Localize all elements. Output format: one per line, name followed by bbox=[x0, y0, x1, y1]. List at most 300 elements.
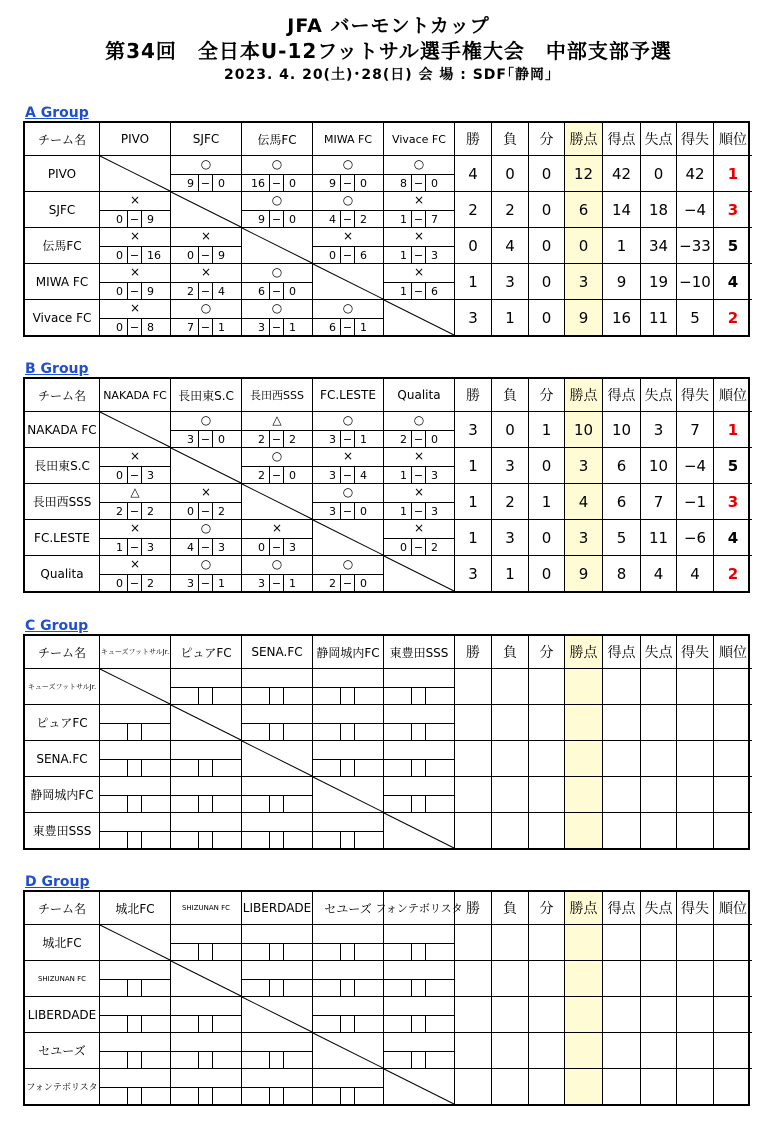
match-result bbox=[100, 484, 171, 520]
stat-loss bbox=[492, 777, 529, 813]
score-opponent: 3 bbox=[147, 468, 154, 482]
match-result bbox=[384, 520, 455, 556]
score-box bbox=[313, 1087, 383, 1104]
stat-gd bbox=[677, 813, 714, 848]
score-separator: − bbox=[270, 431, 284, 447]
stat-gf bbox=[603, 997, 641, 1033]
stat-points: 12 bbox=[565, 156, 603, 192]
score-own: 4 bbox=[313, 211, 341, 227]
self-match-diagonal bbox=[242, 997, 313, 1033]
score-box bbox=[242, 538, 312, 555]
score-separator bbox=[270, 1088, 284, 1104]
score-box bbox=[100, 723, 170, 740]
stat-points: 3 bbox=[565, 448, 603, 484]
stat-rank: 5 bbox=[714, 448, 752, 484]
score-opponent bbox=[426, 980, 454, 996]
stat-rank: 3 bbox=[714, 484, 752, 520]
stat-gf: 6 bbox=[603, 448, 641, 484]
match-result bbox=[100, 997, 171, 1033]
header-draw: 分 bbox=[529, 379, 565, 412]
stat-ga: 19 bbox=[641, 264, 677, 300]
stat-rank bbox=[714, 997, 752, 1033]
match-result bbox=[384, 192, 455, 228]
stat-draw: 1 bbox=[529, 412, 565, 448]
score-opponent bbox=[426, 1052, 454, 1068]
self-match-diagonal bbox=[384, 813, 455, 848]
match-result bbox=[313, 705, 384, 741]
score-box bbox=[242, 943, 312, 960]
match-result bbox=[100, 448, 171, 484]
stat-gd: 4 bbox=[677, 556, 714, 591]
stat-rank: 2 bbox=[727, 564, 739, 583]
stat-ga bbox=[641, 813, 677, 848]
match-result bbox=[242, 556, 313, 591]
team-name: NAKADA FC bbox=[25, 412, 100, 448]
stat-draw bbox=[529, 1033, 565, 1069]
stat-points: 6 bbox=[565, 192, 603, 228]
score-box bbox=[313, 430, 383, 447]
score-own: 2 bbox=[242, 431, 270, 447]
stat-gf bbox=[603, 961, 641, 997]
score-box bbox=[100, 979, 170, 996]
score-box bbox=[242, 795, 312, 812]
result-symbol: ○ bbox=[342, 157, 354, 171]
score-separator bbox=[128, 1052, 142, 1068]
header-opponent-team: LIBERDADE bbox=[242, 892, 313, 925]
score-opponent bbox=[284, 832, 312, 848]
score-own bbox=[313, 944, 341, 960]
match-result bbox=[242, 705, 313, 741]
score-opponent: 2 bbox=[289, 432, 296, 446]
team-name: FC.LESTE bbox=[25, 520, 100, 556]
score-box bbox=[171, 574, 241, 591]
score-own: 3 bbox=[171, 575, 199, 591]
match-result bbox=[242, 1033, 313, 1069]
result-symbol: ○ bbox=[271, 193, 283, 207]
result-symbol: × bbox=[129, 229, 141, 243]
score-own bbox=[384, 688, 412, 704]
stat-ga: 34 bbox=[641, 228, 677, 264]
stat-ga: 3 bbox=[641, 412, 677, 448]
stat-gd: −6 bbox=[677, 520, 714, 556]
header-opponent-team: PIVO bbox=[100, 123, 171, 156]
stat-loss: 3 bbox=[492, 520, 529, 556]
match-result bbox=[313, 448, 384, 484]
result-symbol: × bbox=[413, 449, 425, 463]
header-opponent-team: 長田西SSS bbox=[242, 379, 313, 412]
header-opponent-team: FC.LESTE bbox=[313, 379, 384, 412]
score-separator bbox=[128, 980, 142, 996]
self-match-diagonal bbox=[242, 741, 313, 777]
score-own: 0 bbox=[100, 247, 128, 263]
score-box bbox=[313, 979, 383, 996]
score-opponent bbox=[213, 1052, 241, 1068]
score-opponent bbox=[142, 1088, 170, 1104]
score-box bbox=[384, 282, 454, 299]
score-opponent bbox=[426, 688, 454, 704]
score-opponent: 2 bbox=[218, 504, 225, 518]
score-opponent: 0 bbox=[289, 176, 296, 190]
result-symbol: ○ bbox=[271, 449, 283, 463]
self-match-diagonal bbox=[100, 156, 171, 192]
result-symbol: ○ bbox=[271, 157, 283, 171]
stat-loss: 3 bbox=[492, 448, 529, 484]
match-result bbox=[171, 520, 242, 556]
header-title-line1: JFA バーモントカップ bbox=[287, 15, 490, 37]
match-result bbox=[313, 412, 384, 448]
stat-gf: 16 bbox=[603, 300, 641, 335]
score-separator bbox=[341, 944, 355, 960]
score-opponent bbox=[355, 1088, 383, 1104]
stat-win: 3 bbox=[455, 412, 492, 448]
stat-win: 3 bbox=[455, 300, 492, 335]
score-separator: − bbox=[199, 319, 213, 335]
score-separator: − bbox=[199, 247, 213, 263]
header-opponent-team: セユーズ bbox=[313, 892, 384, 925]
result-symbol: × bbox=[200, 229, 212, 243]
group-label: A Group bbox=[25, 105, 89, 121]
stat-draw bbox=[529, 1069, 565, 1104]
stat-points: 0 bbox=[565, 228, 603, 264]
team-name: キューズフットサルJr. bbox=[25, 669, 100, 705]
stat-loss bbox=[492, 997, 529, 1033]
score-box bbox=[313, 759, 383, 776]
header-points: 勝点 bbox=[565, 123, 603, 156]
match-result bbox=[242, 156, 313, 192]
stat-draw bbox=[529, 813, 565, 848]
match-result bbox=[100, 1033, 171, 1069]
score-separator bbox=[128, 832, 142, 848]
group-section bbox=[23, 105, 750, 337]
score-box bbox=[171, 1015, 241, 1032]
score-own bbox=[242, 724, 270, 740]
group-table bbox=[23, 890, 750, 1106]
header-gf: 得点 bbox=[603, 892, 641, 925]
score-own: 2 bbox=[384, 431, 412, 447]
score-own: 0 bbox=[100, 319, 128, 335]
stat-rank: 2 bbox=[727, 308, 739, 327]
score-separator: − bbox=[128, 319, 142, 335]
match-result bbox=[384, 156, 455, 192]
score-own: 6 bbox=[313, 319, 341, 335]
header-gf: 得点 bbox=[603, 123, 641, 156]
score-own bbox=[171, 796, 199, 812]
score-own bbox=[100, 1052, 128, 1068]
stat-gf: 1 bbox=[603, 228, 641, 264]
stat-win bbox=[455, 669, 492, 705]
score-opponent: 1 bbox=[289, 576, 296, 590]
self-match-diagonal bbox=[171, 961, 242, 997]
match-result bbox=[100, 520, 171, 556]
score-box bbox=[384, 1015, 454, 1032]
score-separator bbox=[412, 1052, 426, 1068]
score-opponent bbox=[355, 944, 383, 960]
score-separator bbox=[341, 724, 355, 740]
score-opponent: 2 bbox=[147, 504, 154, 518]
result-symbol: ○ bbox=[271, 265, 283, 279]
stat-loss bbox=[492, 669, 529, 705]
result-symbol: × bbox=[129, 449, 141, 463]
stat-draw: 1 bbox=[529, 484, 565, 520]
score-own: 3 bbox=[242, 575, 270, 591]
score-box bbox=[384, 502, 454, 519]
score-separator bbox=[199, 760, 213, 776]
score-separator bbox=[199, 1088, 213, 1104]
stat-rank: 4 bbox=[714, 264, 752, 300]
stat-gf bbox=[603, 925, 641, 961]
team-name: セユーズ bbox=[25, 1033, 100, 1069]
score-separator bbox=[128, 760, 142, 776]
score-own: 0 bbox=[384, 539, 412, 555]
match-result bbox=[313, 1069, 384, 1104]
score-separator: − bbox=[128, 503, 142, 519]
match-result bbox=[384, 741, 455, 777]
score-own: 4 bbox=[171, 539, 199, 555]
score-box bbox=[242, 831, 312, 848]
score-separator: − bbox=[270, 539, 284, 555]
stat-rank bbox=[714, 813, 752, 848]
header-date-venue: 2023. 4. 20(土)･28(日) 会 場 : SDF｢静岡｣ bbox=[223, 67, 553, 83]
score-own bbox=[242, 688, 270, 704]
match-result bbox=[171, 813, 242, 848]
stat-points: 9 bbox=[565, 556, 603, 591]
score-own bbox=[313, 1088, 341, 1104]
team-name: Vivace FC bbox=[25, 300, 100, 335]
score-separator: − bbox=[412, 503, 426, 519]
self-match-diagonal bbox=[100, 669, 171, 705]
score-box bbox=[313, 1015, 383, 1032]
score-box bbox=[313, 574, 383, 591]
score-opponent bbox=[426, 760, 454, 776]
score-opponent: 3 bbox=[431, 504, 438, 518]
stat-points bbox=[565, 777, 603, 813]
score-own bbox=[242, 944, 270, 960]
score-own bbox=[171, 1088, 199, 1104]
header-opponent-team: SJFC bbox=[171, 123, 242, 156]
stat-points: 4 bbox=[565, 484, 603, 520]
group-section bbox=[23, 618, 750, 850]
stat-ga bbox=[641, 741, 677, 777]
stat-draw bbox=[529, 925, 565, 961]
score-opponent: 1 bbox=[218, 320, 225, 334]
stat-loss bbox=[492, 925, 529, 961]
header-gf: 得点 bbox=[603, 636, 641, 669]
result-symbol: ○ bbox=[342, 557, 354, 571]
score-opponent bbox=[426, 724, 454, 740]
header-loss: 負 bbox=[492, 123, 529, 156]
score-opponent bbox=[284, 980, 312, 996]
score-opponent: 1 bbox=[289, 320, 296, 334]
score-separator bbox=[199, 944, 213, 960]
stat-loss: 2 bbox=[492, 484, 529, 520]
score-separator: − bbox=[128, 467, 142, 483]
stat-ga: 11 bbox=[641, 520, 677, 556]
stat-win bbox=[455, 997, 492, 1033]
score-separator: − bbox=[199, 283, 213, 299]
score-own: 0 bbox=[100, 575, 128, 591]
score-separator bbox=[412, 796, 426, 812]
score-own bbox=[100, 1088, 128, 1104]
score-box bbox=[313, 246, 383, 263]
match-result bbox=[171, 669, 242, 705]
score-opponent bbox=[142, 724, 170, 740]
score-separator: − bbox=[128, 211, 142, 227]
score-own bbox=[384, 760, 412, 776]
header-draw: 分 bbox=[529, 636, 565, 669]
stat-draw: 0 bbox=[529, 520, 565, 556]
group-table bbox=[23, 121, 750, 337]
stat-points bbox=[565, 1069, 603, 1104]
header-opponent-team: 東豊田SSS bbox=[384, 636, 455, 669]
score-separator bbox=[341, 1016, 355, 1032]
score-separator bbox=[270, 688, 284, 704]
team-name: 東豊田SSS bbox=[25, 813, 100, 848]
score-separator: − bbox=[412, 283, 426, 299]
stat-draw: 0 bbox=[529, 556, 565, 591]
match-result bbox=[242, 813, 313, 848]
match-result bbox=[384, 484, 455, 520]
self-match-diagonal bbox=[313, 777, 384, 813]
group-section bbox=[23, 361, 750, 593]
score-separator: − bbox=[412, 211, 426, 227]
score-separator: − bbox=[341, 467, 355, 483]
score-own: 0 bbox=[171, 247, 199, 263]
match-result bbox=[100, 228, 171, 264]
match-result bbox=[384, 669, 455, 705]
score-box bbox=[384, 246, 454, 263]
score-box bbox=[171, 687, 241, 704]
score-box bbox=[100, 831, 170, 848]
stat-win bbox=[455, 925, 492, 961]
score-opponent: 4 bbox=[360, 468, 367, 482]
result-symbol: × bbox=[413, 485, 425, 499]
score-box bbox=[171, 318, 241, 335]
score-box bbox=[100, 282, 170, 299]
score-box bbox=[100, 246, 170, 263]
stat-gf: 42 bbox=[603, 156, 641, 192]
score-opponent: 6 bbox=[431, 284, 438, 298]
header-rank: 順位 bbox=[714, 123, 752, 156]
stat-ga bbox=[641, 925, 677, 961]
result-symbol: ○ bbox=[200, 557, 212, 571]
stat-win: 0 bbox=[455, 228, 492, 264]
header-rank: 順位 bbox=[714, 892, 752, 925]
score-own bbox=[100, 832, 128, 848]
stat-points bbox=[565, 997, 603, 1033]
result-symbol: × bbox=[200, 485, 212, 499]
stat-gd: −4 bbox=[677, 192, 714, 228]
score-separator bbox=[199, 688, 213, 704]
match-result bbox=[242, 448, 313, 484]
result-symbol: × bbox=[413, 193, 425, 207]
score-separator: − bbox=[341, 503, 355, 519]
stat-rank bbox=[714, 1069, 752, 1104]
header-gf: 得点 bbox=[603, 379, 641, 412]
score-own: 2 bbox=[171, 283, 199, 299]
result-symbol: × bbox=[129, 301, 141, 315]
match-result bbox=[313, 484, 384, 520]
score-own bbox=[313, 1016, 341, 1032]
score-box bbox=[171, 430, 241, 447]
score-separator: − bbox=[270, 319, 284, 335]
match-result bbox=[313, 669, 384, 705]
match-result bbox=[171, 156, 242, 192]
score-own bbox=[171, 832, 199, 848]
result-symbol: × bbox=[342, 449, 354, 463]
stat-gd bbox=[677, 741, 714, 777]
score-own: 0 bbox=[242, 539, 270, 555]
team-name: MIWA FC bbox=[25, 264, 100, 300]
score-separator: − bbox=[199, 431, 213, 447]
stat-rank: 1 bbox=[714, 156, 752, 192]
stat-rank bbox=[714, 705, 752, 741]
score-opponent: 2 bbox=[360, 212, 367, 226]
score-box bbox=[384, 795, 454, 812]
result-symbol: × bbox=[129, 193, 141, 207]
score-opponent bbox=[355, 832, 383, 848]
stat-gd: −10 bbox=[677, 264, 714, 300]
match-result bbox=[171, 556, 242, 591]
stat-gf bbox=[603, 777, 641, 813]
score-box bbox=[313, 687, 383, 704]
stat-draw: 0 bbox=[529, 228, 565, 264]
stat-ga: 10 bbox=[641, 448, 677, 484]
header-team-name: チーム名 bbox=[25, 379, 100, 412]
score-box bbox=[171, 538, 241, 555]
self-match-diagonal bbox=[171, 448, 242, 484]
stat-win bbox=[455, 1033, 492, 1069]
match-result bbox=[171, 777, 242, 813]
match-result bbox=[384, 228, 455, 264]
score-box bbox=[242, 466, 312, 483]
stat-gf bbox=[603, 669, 641, 705]
score-separator: − bbox=[412, 175, 426, 191]
result-symbol: △ bbox=[130, 485, 140, 499]
stat-gf bbox=[603, 705, 641, 741]
score-separator: − bbox=[128, 575, 142, 591]
stat-rank bbox=[714, 741, 752, 777]
stat-win: 3 bbox=[455, 556, 492, 591]
score-separator bbox=[412, 688, 426, 704]
result-symbol: × bbox=[129, 265, 141, 279]
score-opponent bbox=[284, 688, 312, 704]
match-result bbox=[242, 300, 313, 335]
score-own bbox=[100, 724, 128, 740]
match-result bbox=[384, 961, 455, 997]
score-own: 0 bbox=[100, 467, 128, 483]
stat-draw: 0 bbox=[529, 448, 565, 484]
score-own: 2 bbox=[313, 575, 341, 591]
score-opponent: 0 bbox=[431, 432, 438, 446]
header-opponent-team: キューズフットサルJr. bbox=[100, 636, 171, 669]
result-symbol: ○ bbox=[342, 301, 354, 315]
header-win: 勝 bbox=[455, 636, 492, 669]
header-opponent-team: ピュアFC bbox=[171, 636, 242, 669]
header-opponent-team: Vivace FC bbox=[384, 123, 455, 156]
stat-draw bbox=[529, 997, 565, 1033]
match-result bbox=[100, 192, 171, 228]
self-match-diagonal bbox=[100, 412, 171, 448]
match-result bbox=[242, 925, 313, 961]
stat-loss: 3 bbox=[492, 264, 529, 300]
score-separator bbox=[199, 1016, 213, 1032]
result-symbol: ○ bbox=[200, 301, 212, 315]
score-separator bbox=[412, 760, 426, 776]
score-separator bbox=[199, 832, 213, 848]
match-result bbox=[384, 448, 455, 484]
score-opponent: 9 bbox=[147, 212, 154, 226]
match-result bbox=[100, 300, 171, 335]
